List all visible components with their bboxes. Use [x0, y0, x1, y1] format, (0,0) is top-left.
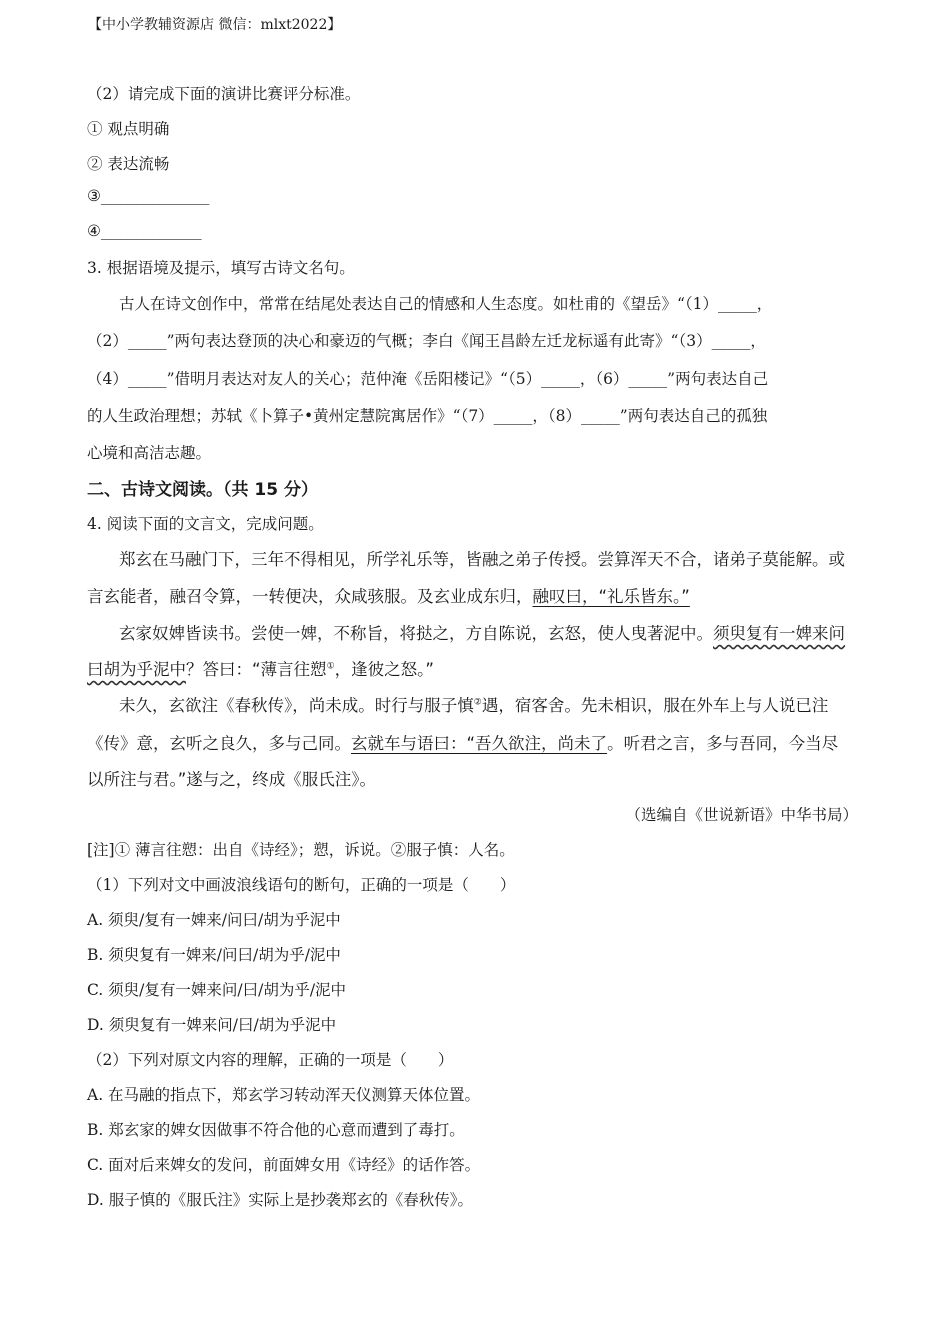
passage-p3-line2: 《传》意，玄听之良久，多与己同。玄就车与语曰：“吾久欲注，尚未了。听君之言，多与吾同，今当尽	[87, 734, 839, 753]
criterion-2: ② 表达流畅	[87, 155, 170, 173]
underlined-sentence-1: 融叹曰，“礼乐皆东。”	[532, 587, 690, 606]
section-title: 二、古诗文阅读。（共 15 分）	[87, 480, 318, 500]
page-header: 【中小学教辅资源店 微信：mlxt2022】	[88, 17, 342, 33]
q3-line: 古人在诗文创作中，常常在结尾处表达自己的情感和人生态度。如杜甫的《望岳》“（1）_____，	[119, 295, 773, 313]
passage-p1-line2: 言玄能者，融召令算，一转便决，众咸骇服。及玄业成东归，融叹曰，“礼乐皆东。”	[87, 587, 690, 606]
q3-line: 的人生政治理想；苏轼《卜算子•黄州定慧院寓居作》“（7）_____，（8）_____”两句表达自己的孤独	[87, 407, 768, 425]
passage-source: （选编自《世说新语》中华书局）	[625, 806, 858, 824]
footnote-marker-1: ①	[326, 661, 335, 672]
passage-p1-line1: 郑玄在马融门下，三年不得相见，所学礼乐等，皆融之弟子传授。尝算浑天不合，诸弟子莫能解。或	[119, 550, 845, 569]
q4-title: 4. 阅读下面的文言文，完成问题。	[87, 515, 324, 533]
sub1-option-b: B. 须臾复有一婢来/问曰/胡为乎/泥中	[87, 946, 341, 964]
sub1-option-d: D. 须臾复有一婢来问/曰/胡为乎泥中	[87, 1016, 337, 1034]
wavy-sentence: 须臾复有一婢来问	[713, 624, 845, 643]
q3-line: 心境和高洁志趣。	[87, 444, 212, 462]
q3-title: 3. 根据语境及提示，填写古诗文名句。	[87, 259, 355, 277]
criterion-4-blank: ④_____________	[87, 222, 202, 240]
sub2-option-d: D. 服子慎的《服氏注》实际上是抄袭郑玄的《春秋传》。	[87, 1191, 473, 1209]
sub1-option-c: C. 须臾/复有一婢来问/曰/胡为乎/泥中	[87, 981, 347, 999]
q3-line: （2）_____”两句表达登顶的决心和豪迈的气概；李白《闻王昌龄左迁龙标遥有此寄》“（3）_____，	[87, 332, 766, 350]
q2-2-prompt: （2）请完成下面的演讲比赛评分标准。	[87, 85, 361, 103]
passage-p2-line1: 玄家奴婢皆读书。尝使一婢，不称旨，将挞之，方自陈说，玄怒，使人曳著泥中。须臾复有一婢来问	[119, 624, 845, 643]
sub2-option-c: C. 面对后来婢女的发问，前面婢女用《诗经》的话作答。	[87, 1156, 481, 1174]
criterion-1: ① 观点明确	[87, 120, 170, 138]
sub1-prompt: （1）下列对文中画波浪线语句的断句，正确的一项是（ ）	[87, 876, 516, 894]
sub1-option-a: A. 须臾/复有一婢来/问曰/胡为乎泥中	[87, 911, 341, 929]
underlined-sentence-2: 玄就车与语曰：“吾久欲注，尚未了	[351, 734, 608, 753]
passage-p3-line1: 未久，玄欲注《春秋传》，尚未成。时行与服子慎②遇，宿客舍。先未相识，服在外车上与人说已注	[119, 696, 829, 715]
q3-line: （4）_____”借明月表达对友人的关心；范仲淹《岳阳楼记》“（5）_____，（6）_____”两句表达自己	[87, 370, 769, 388]
footnote-marker-2: ②	[473, 697, 482, 708]
sub2-prompt: （2）下列对原文内容的理解，正确的一项是（ ）	[87, 1051, 454, 1069]
criterion-3-blank: ③______________	[87, 187, 210, 205]
wavy-sentence: 曰胡为乎泥中	[87, 660, 186, 679]
passage-p3-line3: 以所注与君。”遂与之，终成《服氏注》。	[87, 770, 377, 789]
passage-p2-line2: 曰胡为乎泥中？答曰：“薄言往愬①，逢彼之怒。”	[87, 660, 434, 679]
sub2-option-b: B. 郑玄家的婢女因做事不符合他的心意而遭到了毒打。	[87, 1121, 465, 1139]
sub2-option-a: A. 在马融的指点下，郑玄学习转动浑天仪测算天体位置。	[87, 1086, 481, 1104]
footnote: [注]① 薄言往愬：出自《诗经》；愬，诉说。②服子慎：人名。	[87, 841, 515, 859]
